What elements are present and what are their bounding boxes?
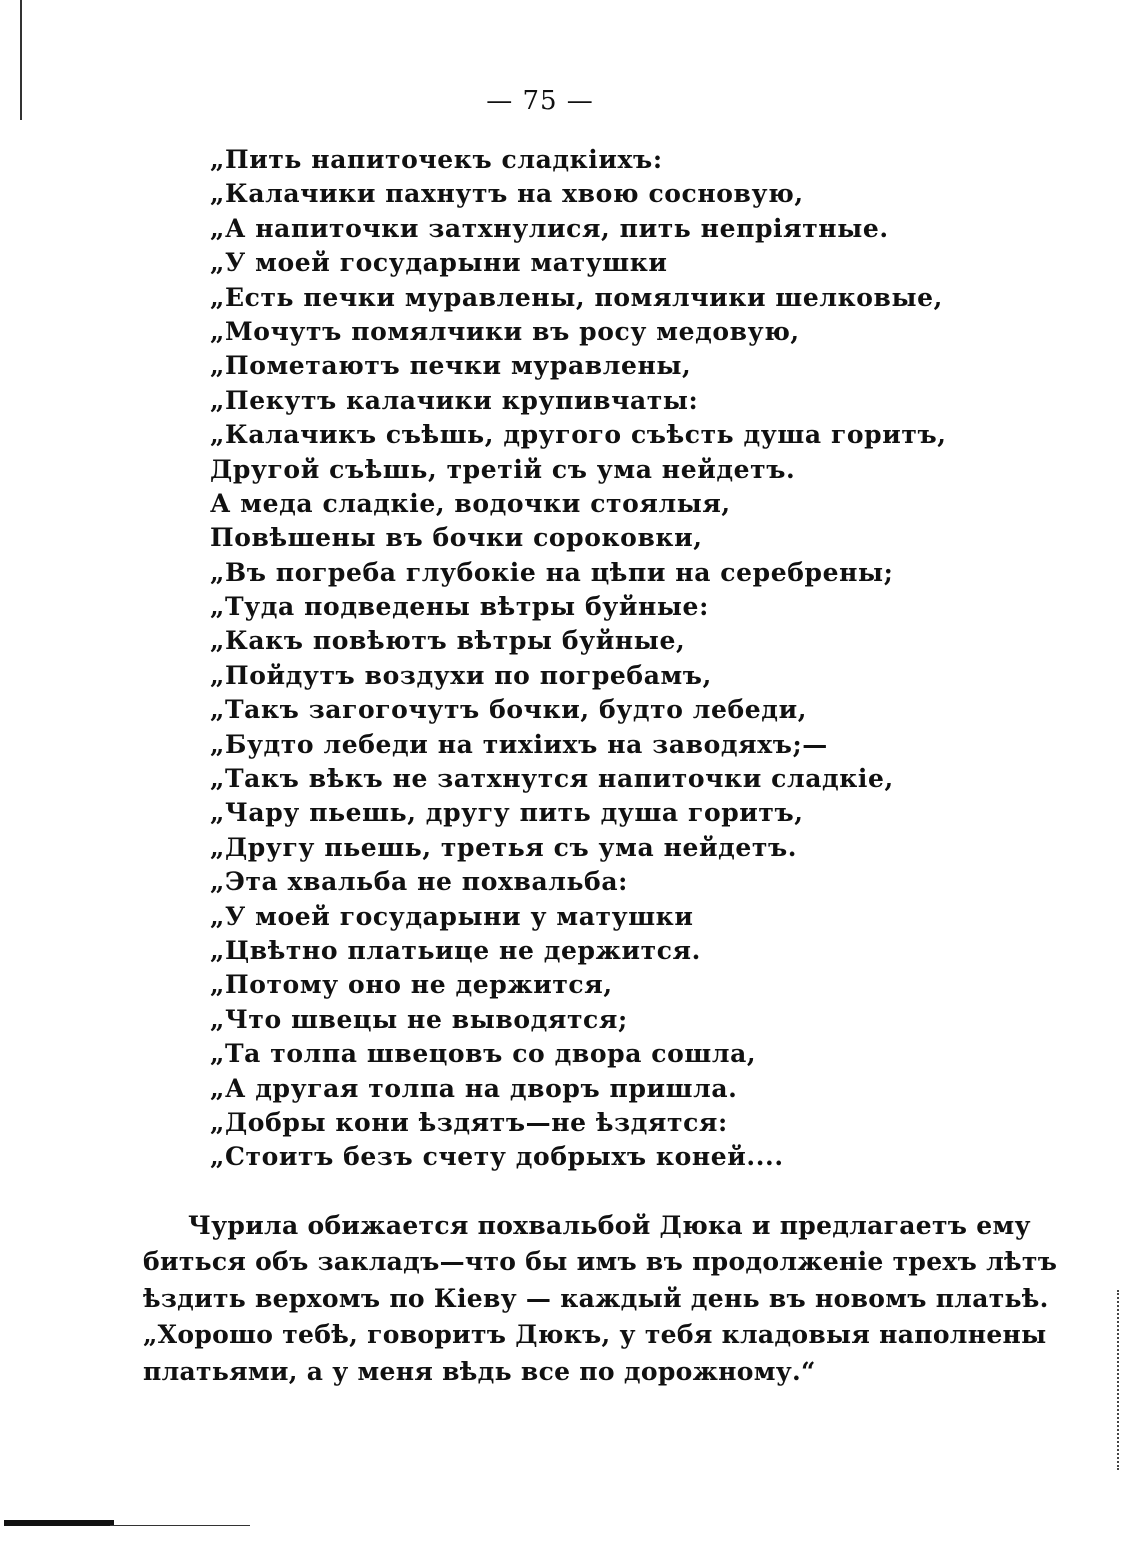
scan-bar-thin bbox=[110, 1525, 250, 1526]
verse-line: „Пойдутъ воздухи по погребамъ, bbox=[210, 660, 712, 690]
verse-line: „Мочутъ помялчики въ росу медовую, bbox=[210, 316, 800, 346]
verse-line: „Будто лебеди на тихіихъ на заводяхъ;— bbox=[210, 729, 828, 759]
verse-line: „Въ погреба глубокіе на цѣпи на серебрены; bbox=[210, 557, 894, 587]
verse-line: „Калачики пахнутъ на хвою сосновую, bbox=[210, 179, 804, 209]
verse-line: „Та толпа швецовъ со двора сошла, bbox=[210, 1039, 757, 1069]
verse-line: Повѣшены въ бочки сороковки, bbox=[210, 523, 703, 553]
verse-line: „Стоитъ безъ счету добрыхъ коней.... bbox=[210, 1142, 784, 1172]
prose-paragraph bbox=[143, 1208, 1058, 1390]
verse-line: „А другая толпа на дворъ пришла. bbox=[210, 1073, 738, 1103]
verse-line: „Потому оно не держится, bbox=[210, 970, 613, 1000]
verse-line: „Есть печки муравлены, помялчики шелковые, bbox=[210, 282, 943, 312]
prose-line: платьями, а у меня вѣдь все по дорожному.“ bbox=[143, 1356, 816, 1386]
verse-line: „А напиточки затхнулися, пить непріятные. bbox=[210, 213, 889, 243]
prose-line: ѣздить верхомъ по Кіеву — каждый день въ новомъ платьѣ. bbox=[143, 1283, 1049, 1313]
verse-line: „Пометаютъ печки муравлены, bbox=[210, 351, 692, 381]
prose-line: Чурила обижается похвальбой Дюка и предлагаетъ ему bbox=[188, 1211, 1031, 1240]
verse-line: „Калачикъ съѣшь, другого съѣсть душа горитъ, bbox=[210, 420, 947, 450]
prose-line: „Хорошо тебѣ, говоритъ Дюкъ, у тебя кладовыя наполнены bbox=[143, 1320, 1047, 1350]
verse-line: „Пить напиточекъ сладкіихъ: bbox=[210, 145, 663, 174]
verse-line: „Другу пьешь, третья съ ума нейдетъ. bbox=[210, 832, 798, 862]
prose-line: биться объ закладъ—что бы имъ въ продолженіе трехъ лѣтъ bbox=[143, 1247, 1058, 1277]
verse-line: „Пекутъ калачики крупивчаты: bbox=[210, 385, 699, 415]
page-number: — 75 — bbox=[486, 86, 594, 116]
scan-edge-mark-right bbox=[1117, 1290, 1121, 1470]
verse-line: „Какъ повѣютъ вѣтры буйные, bbox=[210, 626, 686, 656]
verse-line: „Добры кони ѣздятъ—не ѣздятся: bbox=[210, 1107, 728, 1137]
verse-line: „Такъ вѣкъ не затхнутся напиточки сладкіе, bbox=[210, 764, 894, 794]
verse-line: „Цвѣтно платьице не держится. bbox=[210, 935, 701, 965]
verse-line: „У моей государыни у матушки bbox=[210, 901, 694, 931]
verse-line: „Такъ загогочутъ бочки, будто лебеди, bbox=[210, 695, 808, 725]
verse-line: А меда сладкіе, водочки стоялыя, bbox=[210, 488, 731, 518]
verse-line: Другой съѣшь, третій съ ума нейдетъ. bbox=[210, 454, 796, 484]
verse-line: „Туда подведены вѣтры буйные: bbox=[210, 592, 709, 622]
verse-line: „Что швецы не выводятся; bbox=[210, 1004, 628, 1034]
verse-line: „Эта хвальба не похвальба: bbox=[210, 867, 628, 897]
verse-line: „У моей государыни матушки bbox=[210, 248, 668, 278]
verse-block bbox=[210, 143, 947, 1175]
scan-bar-thick bbox=[4, 1520, 114, 1526]
verse-line: „Чару пьешь, другу пить душа горитъ, bbox=[210, 798, 804, 828]
scan-edge-mark-bottom bbox=[0, 1520, 250, 1528]
